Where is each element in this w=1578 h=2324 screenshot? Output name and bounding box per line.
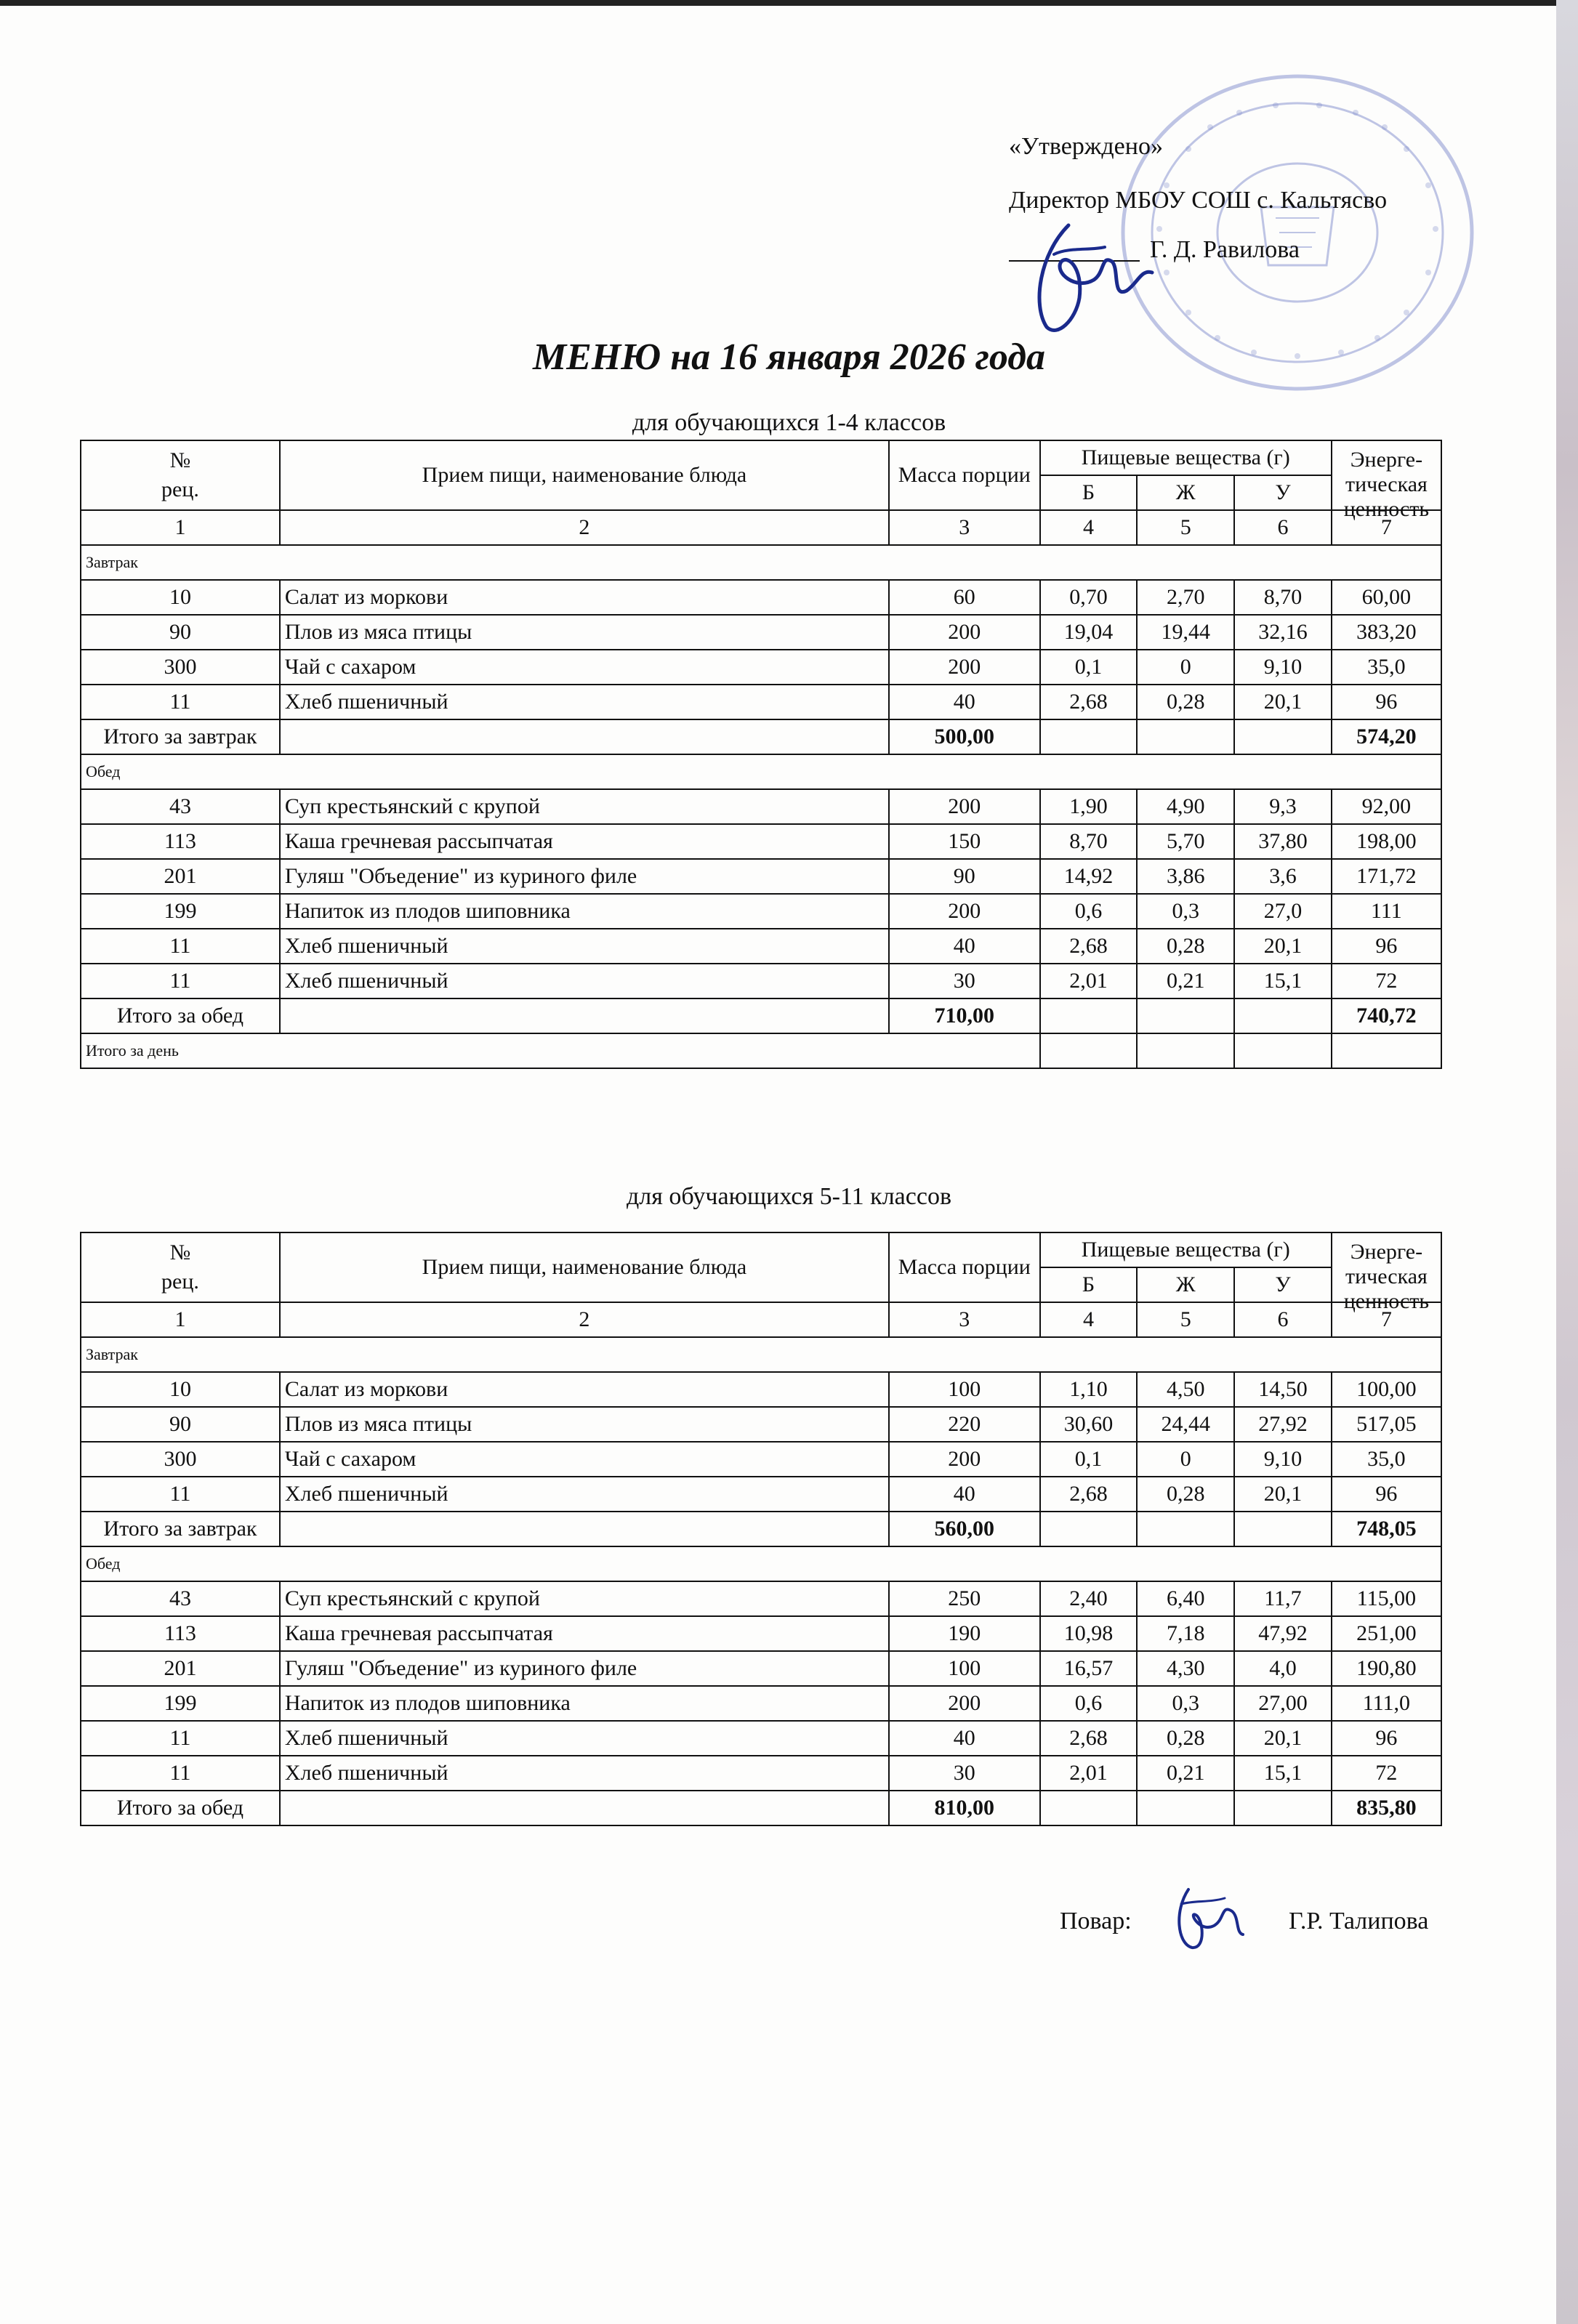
zh-cell: 0,28 [1137,685,1234,719]
day-total-label: Итого за день [81,1033,1040,1068]
director-signature-icon [1025,211,1163,342]
mass-cell: 60 [889,580,1040,615]
header-rec-no-line2: рец. [161,477,199,501]
scan-edge-top [0,0,1578,6]
header-energy-line2: тическая [1345,1264,1428,1288]
table-row [81,1581,1441,1616]
zh-cell: 0,28 [1137,1477,1234,1512]
header-rec-no-line2: рец. [161,1270,199,1294]
total-energy: 740,72 [1332,998,1441,1033]
dish-cell: Гуляш "Объедение" из куриного филе [280,1651,889,1686]
dish-cell: Суп крестьянский с крупой [280,789,889,824]
energy-cell: 198,00 [1332,824,1441,859]
zh-cell: 6,40 [1137,1581,1234,1616]
dish-cell: Чай с сахаром [280,650,889,685]
header-mass: Масса порции [889,440,1040,510]
approval-director-name: Г. Д. Равилова [1150,236,1300,263]
total-label: Итого за завтрак [81,719,280,754]
table-row [81,1651,1441,1686]
mass-cell: 30 [889,964,1040,998]
u-cell: 4,0 [1234,1651,1332,1686]
col-number: 1 [81,510,280,545]
cook-label: Повар: [1060,1908,1132,1934]
header-energy-line1: Энерге- [1350,1240,1423,1264]
b-cell: 0,1 [1040,650,1138,685]
u-cell: 27,92 [1234,1407,1332,1442]
u-cell: 8,70 [1234,580,1332,615]
u-cell: 20,1 [1234,1477,1332,1512]
dish-cell: Плов из мяса птицы [280,1407,889,1442]
energy-cell: 190,80 [1332,1651,1441,1686]
col-number: 5 [1137,1302,1234,1337]
dish-cell: Каша гречневая рассыпчатая [280,1616,889,1651]
b-cell: 30,60 [1040,1407,1138,1442]
lunch-total-row [81,998,1441,1033]
b-cell: 14,92 [1040,859,1138,894]
b-cell: 2,01 [1040,964,1138,998]
rec-cell: 11 [81,929,280,964]
header-rec-no [81,440,280,510]
col-number: 4 [1040,510,1138,545]
header-u: У [1234,1267,1332,1302]
rec-cell: 201 [81,859,280,894]
table-row [81,685,1441,719]
col-number: 2 [280,510,889,545]
section-lunch: Обед [81,1546,1441,1581]
zh-cell: 19,44 [1137,615,1234,650]
header-nutrients: Пищевые вещества (г) [1040,440,1332,475]
col-number: 2 [280,1302,889,1337]
section-breakfast: Завтрак [81,1337,1441,1372]
mass-cell: 40 [889,1477,1040,1512]
breakfast-total-row [81,1512,1441,1546]
energy-cell: 251,00 [1332,1616,1441,1651]
u-cell: 20,1 [1234,929,1332,964]
mass-cell: 100 [889,1372,1040,1407]
u-cell: 11,7 [1234,1581,1332,1616]
table-row [81,1407,1441,1442]
rec-cell: 113 [81,824,280,859]
table-row [81,1477,1441,1512]
total-mass: 500,00 [889,719,1040,754]
b-cell: 16,57 [1040,1651,1138,1686]
u-cell: 9,10 [1234,650,1332,685]
mass-cell: 250 [889,1581,1040,1616]
energy-cell: 35,0 [1332,650,1441,685]
col-number: 6 [1234,1302,1332,1337]
u-cell: 9,3 [1234,789,1332,824]
table-row [81,1721,1441,1756]
energy-cell: 72 [1332,1756,1441,1791]
col-number: 7 [1332,1302,1441,1337]
column-number-row [81,1302,1441,1337]
mass-cell: 200 [889,789,1040,824]
day-total-row [81,1033,1441,1068]
col-number: 3 [889,1302,1040,1337]
zh-cell: 0,3 [1137,894,1234,929]
zh-cell: 0,21 [1137,964,1234,998]
rec-cell: 11 [81,964,280,998]
b-cell: 2,68 [1040,1721,1138,1756]
rec-cell: 10 [81,580,280,615]
mass-cell: 90 [889,859,1040,894]
zh-cell: 24,44 [1137,1407,1234,1442]
dish-cell: Напиток из плодов шиповника [280,894,889,929]
u-cell: 15,1 [1234,964,1332,998]
rec-cell: 90 [81,1407,280,1442]
header-b: Б [1040,475,1138,510]
mass-cell: 40 [889,685,1040,719]
b-cell: 0,6 [1040,894,1138,929]
approval-heading: «Утверждено» [1009,133,1163,160]
rec-cell: 199 [81,1686,280,1721]
energy-cell: 72 [1332,964,1441,998]
breakfast-total-row [81,719,1441,754]
col-number: 6 [1234,510,1332,545]
dish-cell: Салат из моркови [280,580,889,615]
zh-cell: 0,28 [1137,929,1234,964]
header-energy-line3: ценность [1343,1289,1430,1313]
table-row [81,1686,1441,1721]
col-number: 5 [1137,510,1234,545]
table-row [81,894,1441,929]
energy-cell: 96 [1332,1721,1441,1756]
table-row [81,929,1441,964]
table1-subtitle: для обучающихся 1-4 классов [632,409,946,436]
header-b: Б [1040,1267,1138,1302]
header-mass: Масса порции [889,1232,1040,1302]
table-row [81,1756,1441,1791]
rec-cell: 300 [81,650,280,685]
cook-signature-icon [1167,1882,1247,1955]
mass-cell: 200 [889,615,1040,650]
total-label: Итого за завтрак [81,1512,280,1546]
dish-cell: Хлеб пшеничный [280,964,889,998]
zh-cell: 4,90 [1137,789,1234,824]
b-cell: 0,70 [1040,580,1138,615]
energy-cell: 96 [1332,1477,1441,1512]
header-rec-no-line1: № [169,1240,191,1264]
dish-cell: Гуляш "Объедение" из куриного филе [280,859,889,894]
mass-cell: 200 [889,650,1040,685]
b-cell: 0,1 [1040,1442,1138,1477]
b-cell: 0,6 [1040,1686,1138,1721]
b-cell: 1,90 [1040,789,1138,824]
b-cell: 2,40 [1040,1581,1138,1616]
zh-cell: 4,30 [1137,1651,1234,1686]
zh-cell: 4,50 [1137,1372,1234,1407]
total-energy: 574,20 [1332,719,1441,754]
dish-cell: Хлеб пшеничный [280,929,889,964]
mass-cell: 40 [889,1721,1040,1756]
u-cell: 3,6 [1234,859,1332,894]
dish-cell: Салат из моркови [280,1372,889,1407]
energy-cell: 383,20 [1332,615,1441,650]
energy-cell: 115,00 [1332,1581,1441,1616]
menu-table-5-11 [80,1232,1442,1826]
mass-cell: 100 [889,1651,1040,1686]
column-number-row [81,510,1441,545]
b-cell: 2,01 [1040,1756,1138,1791]
mass-cell: 40 [889,929,1040,964]
header-zh: Ж [1137,475,1234,510]
header-energy [1332,1232,1441,1313]
header-meal: Прием пищи, наименование блюда [280,1232,889,1302]
table2-subtitle: для обучающихся 5-11 классов [627,1183,951,1210]
table-row [81,615,1441,650]
energy-cell: 100,00 [1332,1372,1441,1407]
u-cell: 15,1 [1234,1756,1332,1791]
header-nutrients: Пищевые вещества (г) [1040,1232,1332,1267]
header-rec-no [81,1232,280,1302]
dish-cell: Каша гречневая рассыпчатая [280,824,889,859]
mass-cell: 200 [889,894,1040,929]
table-row [81,1372,1441,1407]
rec-cell: 90 [81,615,280,650]
table-row [81,824,1441,859]
zh-cell: 5,70 [1137,824,1234,859]
u-cell: 37,80 [1234,824,1332,859]
table-row [81,1616,1441,1651]
dish-cell: Чай с сахаром [280,1442,889,1477]
energy-cell: 60,00 [1332,580,1441,615]
u-cell: 14,50 [1234,1372,1332,1407]
u-cell: 32,16 [1234,615,1332,650]
page-title: МЕНЮ на 16 января 2026 года [532,336,1046,378]
zh-cell: 3,86 [1137,859,1234,894]
table-row [81,789,1441,824]
section-breakfast: Завтрак [81,545,1441,580]
u-cell: 27,00 [1234,1686,1332,1721]
header-energy-line3: ценность [1343,497,1430,521]
u-cell: 27,0 [1234,894,1332,929]
dish-cell: Хлеб пшеничный [280,1721,889,1756]
u-cell: 47,92 [1234,1616,1332,1651]
b-cell: 2,68 [1040,1477,1138,1512]
b-cell: 8,70 [1040,824,1138,859]
total-energy: 748,05 [1332,1512,1441,1546]
dish-cell: Плов из мяса птицы [280,615,889,650]
u-cell: 20,1 [1234,1721,1332,1756]
energy-cell: 92,00 [1332,789,1441,824]
header-energy-line1: Энерге- [1350,448,1423,472]
dish-cell: Хлеб пшеничный [280,1756,889,1791]
u-cell: 9,10 [1234,1442,1332,1477]
rec-cell: 113 [81,1616,280,1651]
total-energy: 835,80 [1332,1791,1441,1825]
total-label: Итого за обед [81,1791,280,1825]
mass-cell: 150 [889,824,1040,859]
rec-cell: 11 [81,1756,280,1791]
zh-cell: 0,28 [1137,1721,1234,1756]
zh-cell: 7,18 [1137,1616,1234,1651]
table-row [81,1442,1441,1477]
header-energy-line2: тическая [1345,472,1428,496]
energy-cell: 96 [1332,685,1441,719]
header-meal: Прием пищи, наименование блюда [280,440,889,510]
lunch-total-row [81,1791,1441,1825]
header-u: У [1234,475,1332,510]
total-mass: 810,00 [889,1791,1040,1825]
rec-cell: 11 [81,1721,280,1756]
table-row [81,859,1441,894]
menu-table-1-4 [80,440,1442,1069]
rec-cell: 11 [81,685,280,719]
energy-cell: 96 [1332,929,1441,964]
table-row [81,964,1441,998]
zh-cell: 0,3 [1137,1686,1234,1721]
mass-cell: 190 [889,1616,1040,1651]
energy-cell: 111,0 [1332,1686,1441,1721]
total-label: Итого за обед [81,998,280,1033]
cook-name: Г.Р. Талипова [1289,1908,1429,1934]
rec-cell: 199 [81,894,280,929]
header-rec-no-line1: № [169,448,191,472]
header-energy [1332,440,1441,521]
rec-cell: 201 [81,1651,280,1686]
total-mass: 560,00 [889,1512,1040,1546]
table-row [81,650,1441,685]
section-lunch: Обед [81,754,1441,789]
u-cell: 20,1 [1234,685,1332,719]
rec-cell: 11 [81,1477,280,1512]
dish-cell: Хлеб пшеничный [280,1477,889,1512]
col-number: 4 [1040,1302,1138,1337]
mass-cell: 30 [889,1756,1040,1791]
b-cell: 10,98 [1040,1616,1138,1651]
table-row [81,580,1441,615]
zh-cell: 0,21 [1137,1756,1234,1791]
dish-cell: Хлеб пшеничный [280,685,889,719]
dish-cell: Суп крестьянский с крупой [280,1581,889,1616]
rec-cell: 43 [81,1581,280,1616]
b-cell: 2,68 [1040,929,1138,964]
b-cell: 1,10 [1040,1372,1138,1407]
zh-cell: 2,70 [1137,580,1234,615]
zh-cell: 0 [1137,650,1234,685]
rec-cell: 300 [81,1442,280,1477]
mass-cell: 220 [889,1407,1040,1442]
total-mass: 710,00 [889,998,1040,1033]
approval-position: Директор МБОУ СОШ с. Кальтясво [1009,187,1388,214]
header-zh: Ж [1137,1267,1234,1302]
col-number: 1 [81,1302,280,1337]
zh-cell: 0 [1137,1442,1234,1477]
energy-cell: 171,72 [1332,859,1441,894]
energy-cell: 517,05 [1332,1407,1441,1442]
b-cell: 19,04 [1040,615,1138,650]
col-number: 7 [1332,510,1441,545]
b-cell: 2,68 [1040,685,1138,719]
energy-cell: 111 [1332,894,1441,929]
energy-cell: 35,0 [1332,1442,1441,1477]
rec-cell: 10 [81,1372,280,1407]
rec-cell: 43 [81,789,280,824]
mass-cell: 200 [889,1686,1040,1721]
dish-cell: Напиток из плодов шиповника [280,1686,889,1721]
mass-cell: 200 [889,1442,1040,1477]
col-number: 3 [889,510,1040,545]
